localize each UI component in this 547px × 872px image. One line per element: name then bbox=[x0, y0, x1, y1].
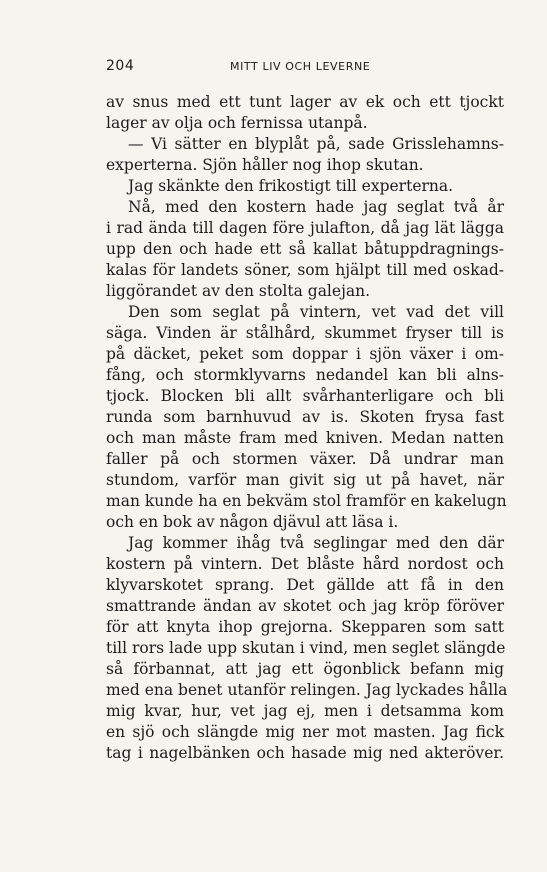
text-line: och man måste fram med kniven. Medan natten bbox=[106, 429, 504, 447]
text-line: Jag kommer ihåg två seglingar med den där bbox=[128, 534, 504, 552]
text-line: i rad ända till dagen före julafton, då jag lät lägga bbox=[106, 219, 504, 237]
body-text bbox=[106, 92, 508, 764]
text-line: till rors lade upp skutan i vind, men seglet slängde bbox=[106, 639, 506, 657]
text-line: experterna. Sjön håller nog ihop skutan. bbox=[106, 156, 424, 174]
text-line: mig kvar, hur, vet jag ej, men i detsamma kom bbox=[106, 702, 504, 720]
text-line: med ena benet utanför relingen. Jag lyckades hålla bbox=[106, 681, 508, 699]
text-line: säga. Vinden är stålhård, skummet fryser till is bbox=[106, 324, 504, 342]
page-number: 204 bbox=[106, 58, 135, 74]
text-line: Nå, med den kostern hade jag seglat två år bbox=[128, 198, 504, 216]
text-line: Jag skänkte den frikostigt till experterna. bbox=[128, 177, 454, 195]
text-line: liggörandet av den stolta galejan. bbox=[106, 282, 371, 300]
text-line: tjock. Blocken bli allt svårhanterligare och bli bbox=[106, 387, 504, 405]
text-line: på däcket, peket som doppar i sjön växer i om- bbox=[106, 345, 504, 363]
text-line: och en bok av någon djävul att läsa i. bbox=[106, 513, 399, 531]
text-line: lager av olja och fernissa utanpå. bbox=[106, 114, 368, 132]
text-line: faller på och stormen växer. Då undrar man bbox=[106, 450, 504, 468]
text-line: upp den och hade ett så kallat båtuppdragnings- bbox=[106, 240, 504, 258]
text-line: så förbannat, att jag ett ögonblick befann mig bbox=[106, 660, 504, 678]
text-line: tag i nagelbänken och hasade mig ned akteröver. bbox=[106, 744, 504, 762]
text-line: kalas för landets söner, som hjälpt till med oskad- bbox=[106, 261, 504, 279]
page-header bbox=[106, 56, 504, 76]
text-line: kostern på vintern. Det blåste hård nordost och bbox=[106, 555, 504, 573]
text-line: en sjö och slängde mig ner mot masten. Jag fick bbox=[106, 723, 504, 741]
text-line: klyvarskotet sprang. Det gällde att få in den bbox=[106, 576, 504, 594]
text-line: — Vi sätter en blyplåt på, sade Grisslehamns- bbox=[128, 135, 504, 153]
text-line: Den som seglat på vintern, vet vad det vill bbox=[128, 303, 504, 321]
running-title: MITT LIV OCH LEVERNE bbox=[230, 60, 371, 73]
text-line: för att knyta ihop grejorna. Skepparen som satt bbox=[106, 618, 504, 636]
text-line: runda som barnhuvud av is. Skoten frysa fast bbox=[106, 408, 504, 426]
text-line: fång, och stormklyvarns nedandel kan bli alns- bbox=[106, 366, 504, 384]
text-line: man kunde ha en bekväm stol framför en kakelugn bbox=[106, 492, 507, 510]
text-line: smattrande ändan av skotet och jag kröp föröver bbox=[106, 597, 504, 615]
text-line: stundom, varför man givit sig ut på havet, när bbox=[106, 471, 504, 489]
text-line: av snus med ett tunt lager av ek och ett tjockt bbox=[106, 93, 504, 111]
